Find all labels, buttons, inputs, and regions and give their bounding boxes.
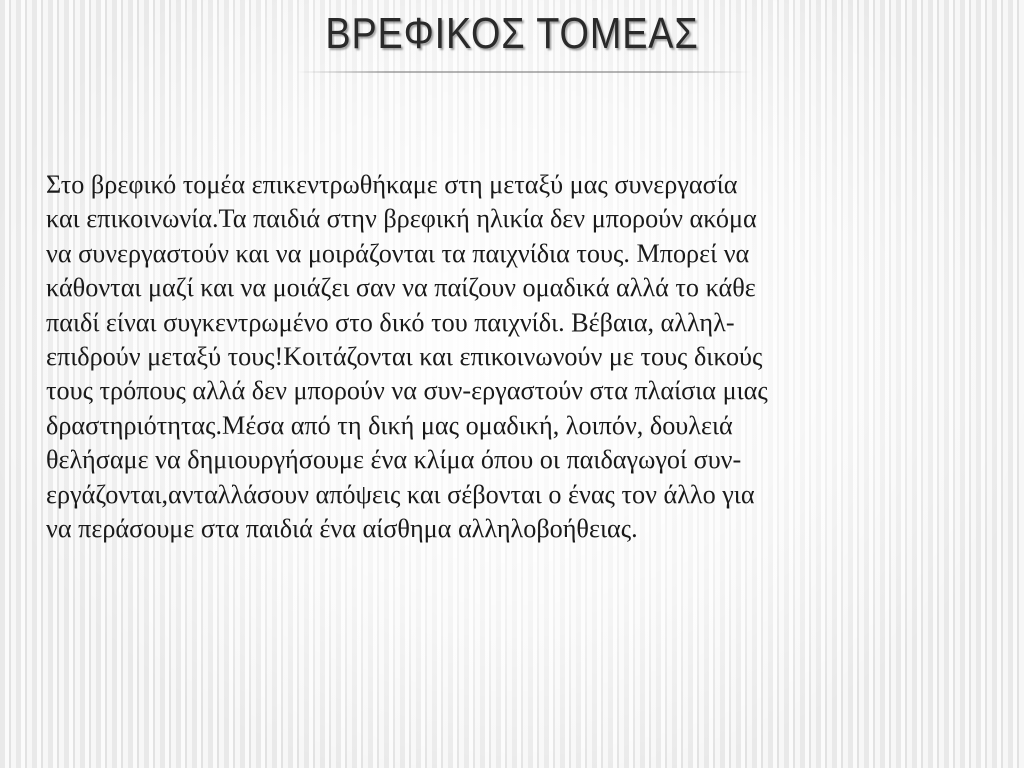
slide-title: ΒΡΕΦΙΚΟΣ ΤΟΜΕΑΣ [325,9,699,58]
slide-body-text: Στο βρεφικό τομέα επικεντρωθήκαμε στη μεταξύ μας συνεργασία και επικοινωνία.Τα παιδιά στην βρεφική ηλικία δεν μπορούν ακόμα να συνεργαστούν και να μοιράζονται τα παιχνίδια τους. Μπορεί να κάθονται μαζί και να μοιάζει σαν να παίζουν ομαδικά αλλά το κάθε παιδί είναι συγκεντρωμένο στο δικό του παιχνίδι. Βέβαια, αλληλ- επιδρούν μεταξύ τους!Κοιτάζονται και επικοινωνούν με τους δικούς τους τρόπους αλλά δεν μπορούν να συν-εργαστούν στα πλαίσια μιας δραστηριότητας.Μέσα από τη δική μας ομαδική, λοιπόν, δουλειά θελήσαμε να δημιουργήσουμε ένα κλίμα όπου οι παιδαγωγοί συν- εργάζονται,ανταλλάσουν απόψεις και σέβονται ο ένας τον άλλο για να περάσουμε στα παιδιά ένα αίσθημα αλληλοβοήθειας. [46,170,768,544]
title-divider [296,71,751,73]
